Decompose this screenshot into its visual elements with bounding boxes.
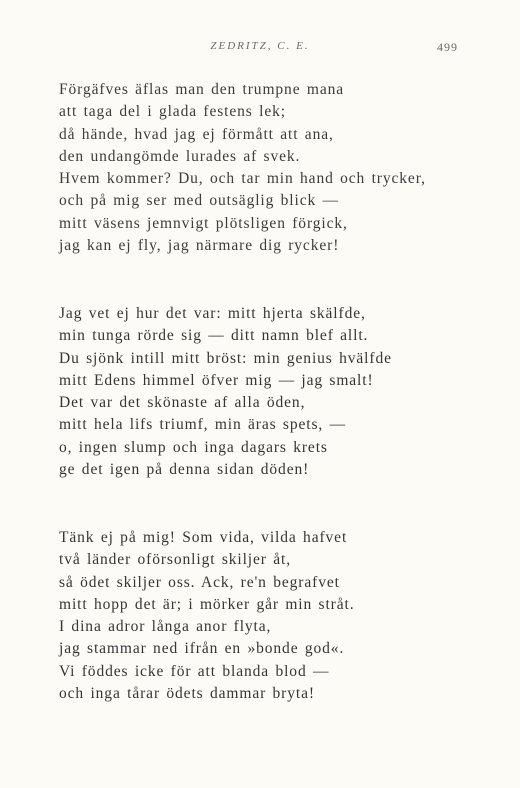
poem-line: Förgäfves äflas man den trumpne mana	[59, 81, 345, 98]
poem-line: mitt hopp det är; i mörker går min stråt.	[59, 595, 355, 613]
poem-line: Vi föddes icke för att blanda blod —	[59, 662, 330, 680]
poem-line: Jag vet ej hur det var: mitt hjerta skälfde,	[59, 305, 366, 322]
poem-stanza-3	[59, 527, 355, 705]
poem-line: Det var det skönaste af alla öden,	[59, 394, 306, 412]
page-number: 499	[437, 40, 458, 54]
poem-stanza-1	[59, 79, 426, 257]
poem-line: ge det igen på denna sidan döden!	[59, 461, 310, 479]
running-title: ZEDRITZ, C. E.	[210, 40, 310, 52]
poem-line: I dina adror långa anor flyta,	[59, 618, 272, 636]
poem-line: två länder oförsonligt skiljer åt,	[59, 551, 291, 569]
poem-line: jag stammar ned ifrån en »bonde god«.	[59, 640, 345, 658]
poem-line: o, ingen slump och inga dagars krets	[59, 438, 328, 456]
poem-stanza-2	[59, 303, 392, 481]
poem-line: att taga del i glada festens lek;	[59, 103, 286, 121]
poem-line: och inga tårar ödets dammar bryta!	[59, 685, 315, 703]
poem-line: den undangömde lurades af svek.	[59, 147, 301, 165]
poem-line: min tunga rörde sig — ditt namn blef allt.	[59, 327, 369, 345]
running-head	[0, 40, 520, 58]
poem-line: då hände, hvad jag ej förmått att ana,	[59, 125, 334, 143]
poem-line: mitt hela lifs triumf, min äras spets, —	[59, 416, 346, 434]
poem-line: jag kan ej fly, jag närmare dig rycker!	[59, 237, 340, 255]
poem-line: mitt väsens jemnvigt plötsligen förgick,	[59, 214, 348, 232]
poem-line: så ödet skiljer oss. Ack, re'n begrafvet	[59, 573, 340, 591]
poem-line: Hvem kommer? Du, och tar min hand och trycker,	[59, 170, 426, 188]
poem-line: Tänk ej på mig! Som vida, vilda hafvet	[59, 529, 348, 546]
poem-line: och på mig ser med outsäglig blick —	[59, 192, 339, 210]
poem-line: mitt Edens himmel öfver mig — jag smalt!	[59, 371, 374, 389]
poem-line: Du sjönk intill mitt bröst: min genius hvälfde	[59, 349, 392, 367]
